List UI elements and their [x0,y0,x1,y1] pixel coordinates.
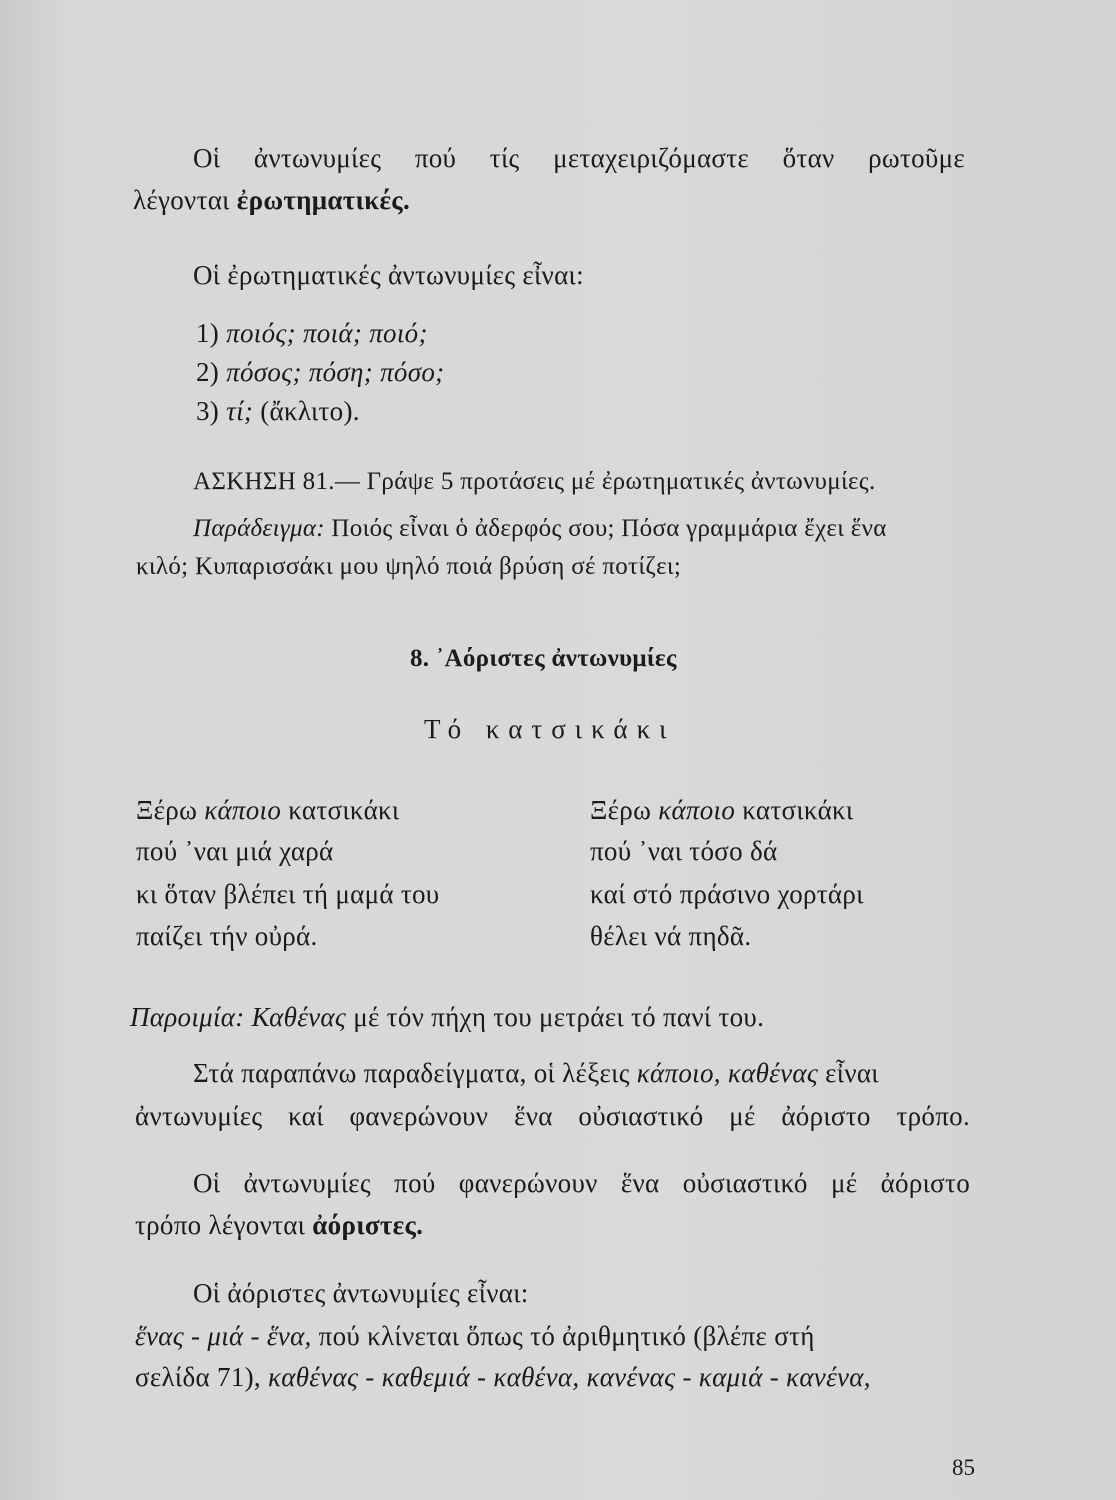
list-item-text: τί; [226,396,254,426]
poem-text: Ξέρω [590,795,659,825]
paragraph-italic: ἕνας - μιά - ἕνα, [135,1321,312,1351]
term-interrogative: ἐρωτηματικές. [236,185,411,215]
paragraph-italic: κάποιο, καθένας [636,1058,819,1088]
poem-line: πού ᾿ναι τόσο δά [590,836,778,866]
paragraph-text: τρόπο λέγονται [135,1210,313,1240]
paragraph-4-line-1 [135,1319,815,1353]
paragraph-4-line-2 [135,1360,871,1394]
poem-title: Τό κατσικάκι [424,714,676,744]
list-item-number: 1) [196,318,227,348]
paragraph-2-line-2 [135,1208,423,1242]
paragraph-text: σελίδα 71), [135,1362,268,1392]
paragraph-1-line-2: ἀντωνυμίες καί φανερώνουν ἕνα οὐσιαστικό μέ ἀόριστο τρόπο. [135,1101,970,1131]
list-item [196,394,360,428]
paragraph-2-line-1: Οἱ ἀντωνυμίες πού φανερώνουν ἕνα οὐσιαστικό μέ ἀόριστο [193,1168,970,1198]
example-line-2: κιλό; Κυπαρισσάκι μου ψηλό ποιά βρύση σέ ποτίζει; [136,553,682,580]
poem-line: καί στό πράσινο χορτάρι [590,879,864,909]
list-item-text: πόσος; πόση; πόσο; [226,357,445,387]
proverb [130,1000,764,1034]
term-indefinite: ἀόριστες. [312,1210,424,1240]
proverb-label: Παροιμία: [130,1002,245,1032]
intro-line-2 [133,183,410,217]
poem-line [136,793,400,827]
list-item [196,355,444,389]
example-line-1 [193,512,887,546]
poem-line: θέλει νά πηδᾶ. [590,921,752,951]
list-item-text: ποιός; ποιά; ποιό; [226,318,428,348]
poem-line [590,793,854,827]
paragraph-3: Οἱ ἀόριστες ἀντωνυμίες εἶναι: [193,1278,529,1308]
paragraph-italic: καθένας - καθεμιά - καθένα, κανένας - καμιά - κανένα, [267,1362,871,1392]
poem-line: παίζει τήν οὐρά. [136,921,318,951]
poem-text: κατσικάκι [735,795,854,825]
exercise-81: ΑΣΚΗΣΗ 81.— Γράψε 5 προτάσεις μέ ἐρωτηματικές ἀντωνυμίες. [193,468,876,495]
intro-line-1: Οἱ ἀντωνυμίες πού τίς μεταχειριζόμαστε ὅταν ρωτοῦμε [193,143,965,173]
list-item-note: (ἄκλιτο). [253,396,360,426]
section-heading: 8. ᾿Αόριστες ἀντωνυμίες [410,645,677,672]
poem-italic: κάποιο [204,795,282,825]
example-text: Ποιός εἶναι ὁ ἀδερφός σου; Πόσα γραμμάρια ἔχει ἕνα [324,515,887,542]
example-label: Παράδειγμα: [193,515,325,542]
intro-line-2-text: λέγονται [133,185,237,215]
poem-line: κι ὅταν βλέπει τή μαμά του [136,879,440,909]
paragraph-text: εἶναι [818,1058,879,1088]
page-number: 85 [952,1455,975,1480]
poem-italic: κάποιο [658,795,736,825]
list-heading: Οἱ ἐρωτηματικές ἀντωνυμίες εἶναι: [193,260,584,290]
paragraph-text: Στά παραπάνω παραδείγματα, οἱ λέξεις [193,1058,637,1088]
proverb-text: μέ τόν πήχη του μετράει τό πανί του. [346,1002,765,1032]
list-item [196,316,428,350]
list-item-number: 2) [196,357,227,387]
poem-text: κατσικάκι [281,795,400,825]
poem-line: πού ᾿ναι μιά χαρά [136,836,334,866]
poem-text: Ξέρω [136,795,205,825]
paragraph-text: πού κλίνεται ὅπως τό ἀριθμητικό (βλέπε στή [311,1321,815,1351]
proverb-italic: Καθένας [251,1002,347,1032]
paragraph-1-line-1 [193,1056,879,1090]
list-item-number: 3) [196,396,227,426]
